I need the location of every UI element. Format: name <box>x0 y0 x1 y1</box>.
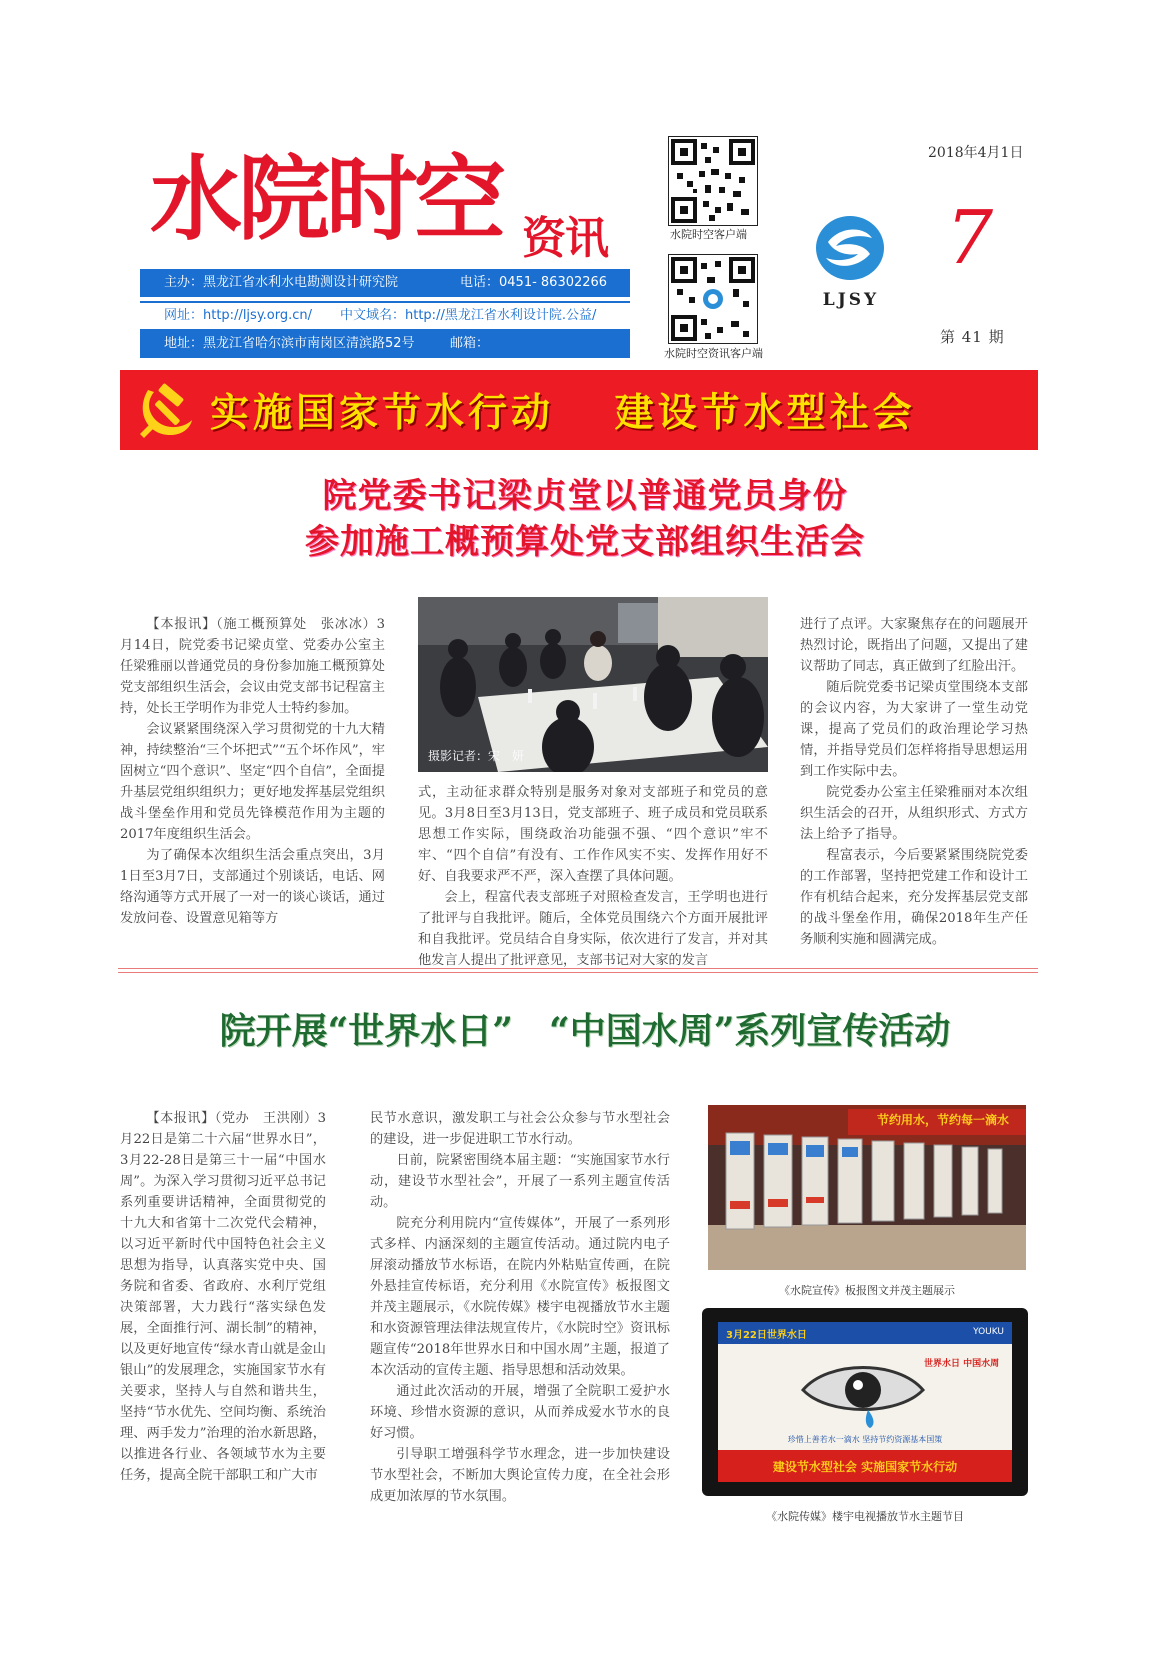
meeting-photo <box>418 597 768 772</box>
issue-number: 第 41 期 <box>940 328 1005 346</box>
website-link[interactable]: 网址：http://ljsy.org.cn/ <box>164 308 313 323</box>
sponsor-text: 主办：黑龙江省水利水电勘测设计研究院 <box>164 275 399 290</box>
article1-paragraph: 会上，程富代表支部班子对照检查发言，王学明也进行了批评与自我批评。随后，全体党员围绕六个方面开展批评和自我批评。党员结合自身实际，依次进行了发言，并对其他发言人提出了批评意见，支部书记对大家的发言 <box>418 890 768 968</box>
slogan-banner <box>120 370 1038 450</box>
masthead-logo <box>150 146 620 264</box>
section-divider <box>118 968 1038 969</box>
exhibition-photo-caption: 《水院宣传》板报图文并茂主题展示 <box>779 1284 955 1297</box>
article1-paragraph: 为了确保本次组织生活会重点突出，3月1日至3月7日，支部通过个别谈话，电话、网络沟通等方式开展了一对一的谈心谈话，通过发放问卷、设置意见箱等方 <box>120 848 385 926</box>
cn-domain-link[interactable]: 中文域名：http://黑龙江省水利设计院.公益/ <box>340 308 597 323</box>
article2-headline: 院开展“世界水日” “中国水周”系列宣传活动 <box>219 1010 951 1052</box>
article1-column-2 <box>418 782 768 971</box>
org-logo <box>806 212 896 308</box>
article1-paragraph: 会议紧紧围绕深入学习贯彻党的十九大精神，持续整治“三个坏把式”“五个坏作风”，牢固树立“四个意识”、坚定“四个自信”，全面提升基层党组织组织力；更好地发挥基层党组织战斗堡垒作用和党员先锋模范作用为主题的2017年度组织生活会。 <box>120 722 385 842</box>
masthead-subtitle: 资讯 <box>522 213 608 264</box>
info-bar-address <box>140 330 630 358</box>
issue-date: 2018年4月1日 <box>928 145 1024 161</box>
tv-photo-caption: 《水院传媒》楼宇电视播放节水主题节目 <box>766 1510 964 1523</box>
article2-paragraph: 【本报讯】（党办 王洪刚）3月22日是第二十六届“世界水日”，3月22-28日是第三十一届“中国水周”。为深入学习贯彻习近平总书记系列重要讲话精神，全面贯彻党的十九大和省第十二次党代会精神，以习近平新时代中国特色社会主义思想为指导，认真落实党中央、国务院和省委、省政府、水利厅党组决策部署，大力践行“落实绿色发展，全面推行河、湖长制”的精神，以及更好地宣传“绿水青山就是金山银山”的发展理念，实施国家节水有关要求，坚持人与自然和谐共生，坚持“节水优先、空间均衡、系统治理、两手发力”治理的治水新思路，以推进各行业、各领域节水为主要任务，提高全院干部职工和广大市 <box>120 1111 326 1483</box>
tv-small-slogan: 珍惜上善若水一滴水 坚持节约资源基本国策 <box>787 1435 943 1444</box>
tv-date-label: 3月22日世界水日 <box>726 1330 807 1341</box>
page-number: 7 <box>946 195 994 281</box>
article1-headline-line1: 院党委书记梁贞堂以普通党员身份 <box>322 476 848 516</box>
phone-text: 电话：0451- 86302266 <box>460 275 608 290</box>
exhibition-photo <box>708 1105 1026 1270</box>
email-text: 邮箱： <box>450 336 490 351</box>
article1-paragraph: 程富表示，今后要紧紧围绕院党委的工作部署，坚持把党建工作和设计工作有机结合起来，充分发挥基层党支部的战斗堡垒作用，确保2018年生产任务顺利实施和圆满完成。 <box>800 848 1028 947</box>
qr-code-2[interactable] <box>668 254 758 344</box>
tv-slogan: 建设节水型社会 实施国家节水行动 <box>772 1460 958 1474</box>
tv-world-water-day: 世界水日 中国水周 <box>924 1359 1000 1369</box>
org-logo-text: LJSY <box>822 290 880 310</box>
qr-pattern-icon <box>669 137 757 225</box>
article1-paragraph: 式，主动征求群众特别是服务对象对支部班子和党员的意见。3月8日至3月13日，党支部班子、班子成员和党员联系思想工作实际，围绕政治功能强不强、“四个意识”牢不牢、“四个自信”有没有、工作作风实不实、发挥作用好不好、自我要求严不严，深入查摆了具体问题。 <box>418 785 768 884</box>
article1-paragraph: 院党委办公室主任梁雅丽对本次组织生活会的召开，从组织形式、方式方法上给予了指导。 <box>800 785 1028 842</box>
address-text: 地址：黑龙江省哈尔滨市南岗区清滨路52号 <box>164 336 415 351</box>
tv-photo <box>702 1308 1028 1496</box>
qr-pattern-icon <box>669 255 757 343</box>
article2-paragraph: 引导职工增强科学节水理念，进一步加快建设节水型社会，不断加大舆论宣传力度，在全社会形成更加浓厚的节水氛围。 <box>370 1447 670 1504</box>
photo-credit: 摄影记者：宋 妍 <box>428 749 525 763</box>
article1-column-3 <box>800 614 1028 950</box>
article2-paragraph: 院充分利用院内“宣传媒体”，开展了一系列形式多样、内涵深刻的主题宣传活动。通过院内电子屏滚动播放节水标语，在院内外粘贴宣传画，在院外悬挂宣传标语，充分利用《水院宣传》板报图文并茂主题展示，《水院传媒》楼宇电视播放节水主题和水资源管理法律法规宣传片，《水院时空》资讯标题宣传“2018年世界水日和中国水周”主题，报道了本次活动的宣传主题、指导思想和活动效果。 <box>370 1216 670 1378</box>
article2-column-1 <box>120 1108 326 1486</box>
meeting-scene-image <box>418 597 768 772</box>
exhibition-boards-image <box>708 1105 1026 1270</box>
article1-paragraph: 【本报讯】（施工概预算处 张冰冰）3月14日，院党委书记梁贞堂、党委办公室主任梁雅丽以普通党员的身份参加施工概预算处党支部组织生活会，会议由党支部书记程富主持，处长王学明作为非党人士特约参加。 <box>120 617 385 716</box>
article2-paragraph: 通过此次活动的开展，增强了全院职工爱护水环境、珍惜水资源的意识，从而养成爱水节水的良好习惯。 <box>370 1384 670 1441</box>
article2-column-2 <box>370 1108 670 1507</box>
article1-headline-line2: 参加施工概预算处党支部组织生活会 <box>305 522 865 562</box>
article1-paragraph: 随后院党委书记梁贞堂围绕本支部的会议内容，为大家讲了一堂生动党课，提高了党员们的政治理论学习热情，并指导党员们怎样将指导思想运用到工作实际中去。 <box>800 680 1028 779</box>
article1-paragraph: 进行了点评。大家聚焦存在的问题展开热烈讨论，既指出了问题，又提出了建议帮助了同志，真正做到了红脸出汗。 <box>800 617 1028 674</box>
info-bar-web <box>140 301 630 331</box>
info-bar-sponsor <box>140 269 630 297</box>
article2-paragraph: 民节水意识，激发职工与社会公众参与节水型社会的建设，进一步促进职工节水行动。 <box>370 1111 670 1147</box>
eye-tear-icon <box>798 1350 928 1430</box>
water-swirl-logo-icon <box>806 212 896 284</box>
tv-brand: YOUKU <box>973 1327 1004 1337</box>
exhibition-sign: 节约用水，节约每一滴水 <box>876 1113 1009 1127</box>
article1-column-1 <box>120 614 385 929</box>
tv-screen <box>718 1322 1012 1482</box>
section-divider <box>118 972 1038 973</box>
banner-slogan: 实施国家节水行动 建设节水型社会 <box>210 391 916 436</box>
qr-2-caption: 水院时空资讯客户端 <box>664 347 763 360</box>
qr-1-caption: 水院时空客户端 <box>670 228 747 241</box>
masthead-title: 水院时空 <box>150 146 503 253</box>
qr-code-1[interactable] <box>668 136 758 226</box>
hammer-sickle-icon <box>134 376 196 444</box>
article2-paragraph: 日前，院紧密围绕本届主题：“实施国家节水行动，建设节水型社会”，开展了一系列主题宣传活动。 <box>370 1153 670 1210</box>
